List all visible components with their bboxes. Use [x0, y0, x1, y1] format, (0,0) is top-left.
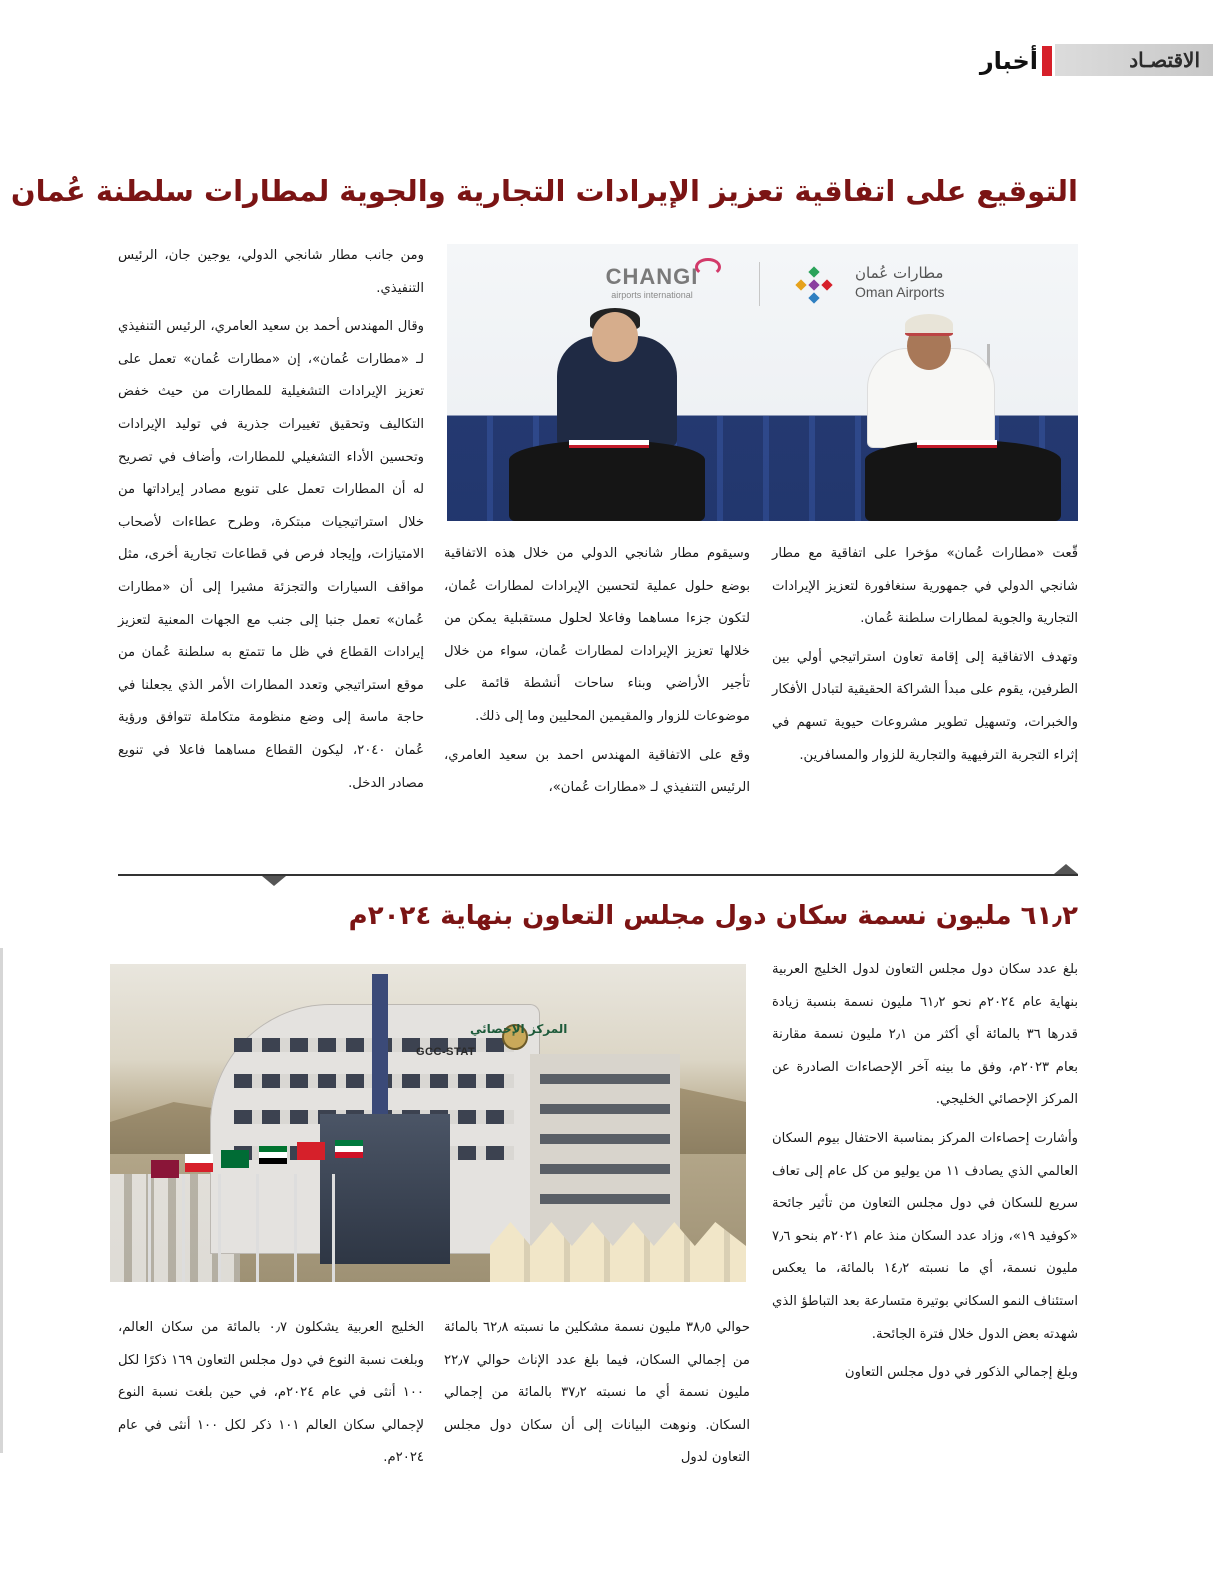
- changi-logo-subtext: airports international: [611, 290, 693, 300]
- flag-pole: [332, 1174, 335, 1282]
- flag-kuwait-icon: [335, 1140, 363, 1158]
- paragraph: وبلغ إجمالي الذكور في دول مجلس التعاون: [844, 1365, 1078, 1381]
- logo-divider: [759, 262, 760, 306]
- flag-pole: [148, 1174, 151, 1282]
- signing-document: [917, 440, 997, 448]
- flag-pole: [294, 1174, 297, 1282]
- building-sign: GCC-STAT: [416, 1046, 476, 1058]
- article2-title: ٦١٫٢ مليون نسمة سكان دول مجلس التعاون بنهاية ٢٠٢٤م: [348, 901, 1078, 931]
- article1-column-middle: [444, 538, 750, 811]
- changi-logo: [587, 264, 717, 314]
- separator-triangle-up-icon: [1054, 864, 1078, 874]
- article2-photo: [110, 964, 746, 1282]
- article1-photo: [447, 244, 1078, 521]
- paragraph: وتهدف الاتفاقية إلى إقامة تعاون استراتيجي أولي بين الطرفين، يقوم على مبدأ الشراكة الحقيقية لتبادل الأفكار والخبرات، وتسهيل تطوير مشروعات حيوية تسهم في إثراء التجربة الترفيهية والتجارية للزوار والمسافرين.: [772, 649, 1078, 763]
- flag-pole: [218, 1174, 221, 1282]
- oman-logo-arabic: مطارات عُمان: [855, 264, 944, 282]
- flag-oman-icon: [297, 1142, 325, 1160]
- paragraph: وقال المهندس أحمد بن سعيد العامري، الرئيس التنفيذي لـ «مطارات عُمان»، إن «مطارات عُمان» تعمل على تعزيز الإيرادات التشغيلية للمطارات من حيث خفض التكاليف وتحقيق تغييرات جذرية في توليد الإيرادات وتحسين الأداء التشغيلي للمطارات، وأضاف في تصريح له أن المطارات تعمل على تنويع مصادر إيراداتها من خلال استراتيجيات مبتكرة، وطرح عطاءات لأصحاب الامتيازات، وإيجاد فرص في قطاعات تجارية أخرى، مثل مواقف السيارات والتجزئة مشيرا إلى أن «مطارات عُمان» تعمل جنبا إلى جنب مع الجهات المعنية لتعزيز إيرادات القطاع في ظل ما تتمتع به سلطنة عُمان من موقع استراتيجي وتعدد المطارات الأمر الذي يجعلنا في حاجة ماسة إلى وضع منظومة متكاملة تتوافق ورؤية عُمان ٢٠٤٠، ليكون القطاع مساهما فاعلا في تنويع مصادر الدخل.: [118, 319, 424, 791]
- article1-column-left: [118, 240, 424, 806]
- paragraph: وأشارت إحصاءات المركز بمناسبة الاحتفال بيوم السكان العالمي الذي يصادف ١١ من يوليو من كل عام إلى تعاف سريع للسكان في دول مجلس التعاون من تأثير جائحة «كوفيد ١٩»، وزاد عدد السكان منذ عام ٢٠٢١م بنحو ٧٫٦ مليون نسمة، أي ما نسبته ١٤٫٢ بالمائة، ما يعكس استئناف النمو السكاني بوتيرة متسارعة بعد التباطؤ الذي شهدته بعض الدول خلال فترة الجائحة.: [772, 1130, 1078, 1342]
- paragraph: بلغ عدد سكان دول مجلس التعاون لدول الخليج العربية بنهاية عام ٢٠٢٤م نحو ٦١٫٢ مليون نسمة بنسبة زيادة قدرها ٣٦ بالمائة أي أكثر من ٢٫١ مليون نسمة مقارنة بعام ٢٠٢٣م، وفق ما بينه آخر الإحصاءات الصادرة عن المركز الإحصائي الخليجي.: [772, 962, 1079, 1108]
- paragraph: حوالي ٣٨٫٥ مليون نسمة مشكلين ما نسبته ٦٢٫٨ بالمائة من إجمالي السكان، فيما بلغ عدد الإناث حوالي ٢٢٫٧ مليون نسمة أي ما نسبته ٣٧٫٢ بالمائة من إجمالي السكان. ونوهت البيانات إلى أن سكان دول مجلس التعاون لدول: [444, 1320, 750, 1466]
- oman-airports-logo-icon: [795, 266, 833, 304]
- page-edge-bar: [0, 948, 3, 1453]
- paragraph: ومن جانب مطار شانجي الدولي، يوجين جان، الرئيس التنفيذي.: [118, 248, 424, 296]
- building-wing-windows: [540, 1074, 670, 1224]
- signing-table-left: [509, 440, 705, 521]
- oman-logo-english: Oman Airports: [855, 284, 945, 300]
- article2-column-left: [118, 1312, 424, 1481]
- building-sign-arabic: المركز الإحصائي: [470, 1022, 568, 1036]
- flag-uae-icon: [259, 1146, 287, 1164]
- paragraph: وسيقوم مطار شانجي الدولي من خلال هذه الاتفاقية بوضع حلول عملية لتحسين الإيرادات لمطارات عُمان، لتكون جزءا مساهما وفاعلا لحلول مستقبلية يمكن من خلالها تعزيز الإيرادات لمطارات عُمان، سواء من خلال تأجير الأراضي وبناء ساحات أنشطة قائمة على موضوعات للزوار والمقيمين المحليين وما إلى ذلك.: [444, 546, 750, 724]
- magazine-logo: الاقتصـاد: [1129, 48, 1200, 72]
- paragraph: الخليج العربية يشكلون ٠٫٧ بالمائة من سكان العالم، وبلغت نسبة النوع في دول مجلس التعاون ١٦٩ ذكرًا لكل ١٠٠ أنثى في عام ٢٠٢٤م، في حين بلغت نسبة النوع لإجمالي سكان العالم ١٠١ ذكر لكل ١٠٠ أنثى في عام ٢٠٢٤م.: [118, 1320, 425, 1466]
- signatory-left-head: [592, 312, 638, 362]
- article2-column-middle: [444, 1312, 750, 1481]
- flag-pole: [182, 1174, 185, 1282]
- article1-title: التوقيع على اتفاقية تعزيز الإيرادات التجارية والجوية لمطارات سلطنة عُمان: [10, 174, 1078, 208]
- section-label: أخبار: [979, 47, 1038, 75]
- oman-airports-logo: [795, 264, 975, 314]
- changi-logo-icon: [695, 258, 721, 276]
- article2-column-right: [772, 954, 1078, 1396]
- paragraph: وقع على الاتفاقية المهندس احمد بن سعيد العامري، الرئيس التنفيذي لـ «مطارات عُمان»،: [444, 747, 750, 796]
- header-accent-bar: [1042, 46, 1052, 76]
- paragraph: قّعت «مطارات عُمان» مؤخرا على اتفاقية مع مطار شانجي الدولي في جمهورية سنغافورة لتعزيز الإيرادات التجارية والجوية لمطارات سلطنة عُمان.: [772, 546, 1078, 627]
- changi-logo-text: CHANGI: [605, 264, 699, 289]
- flag-bahrain-icon: [185, 1154, 213, 1172]
- flag-saudi-icon: [221, 1150, 249, 1168]
- flag-qatar-icon: [151, 1160, 179, 1178]
- signing-table-right: [865, 440, 1061, 521]
- building-tower: [372, 974, 388, 1124]
- signing-document: [569, 440, 649, 448]
- building-glass-facade: [320, 1114, 450, 1264]
- signatory-right-cap: [905, 314, 953, 336]
- article1-column-right: [772, 538, 1078, 778]
- separator-triangle-down-icon: [262, 876, 286, 886]
- flag-pole: [256, 1174, 259, 1282]
